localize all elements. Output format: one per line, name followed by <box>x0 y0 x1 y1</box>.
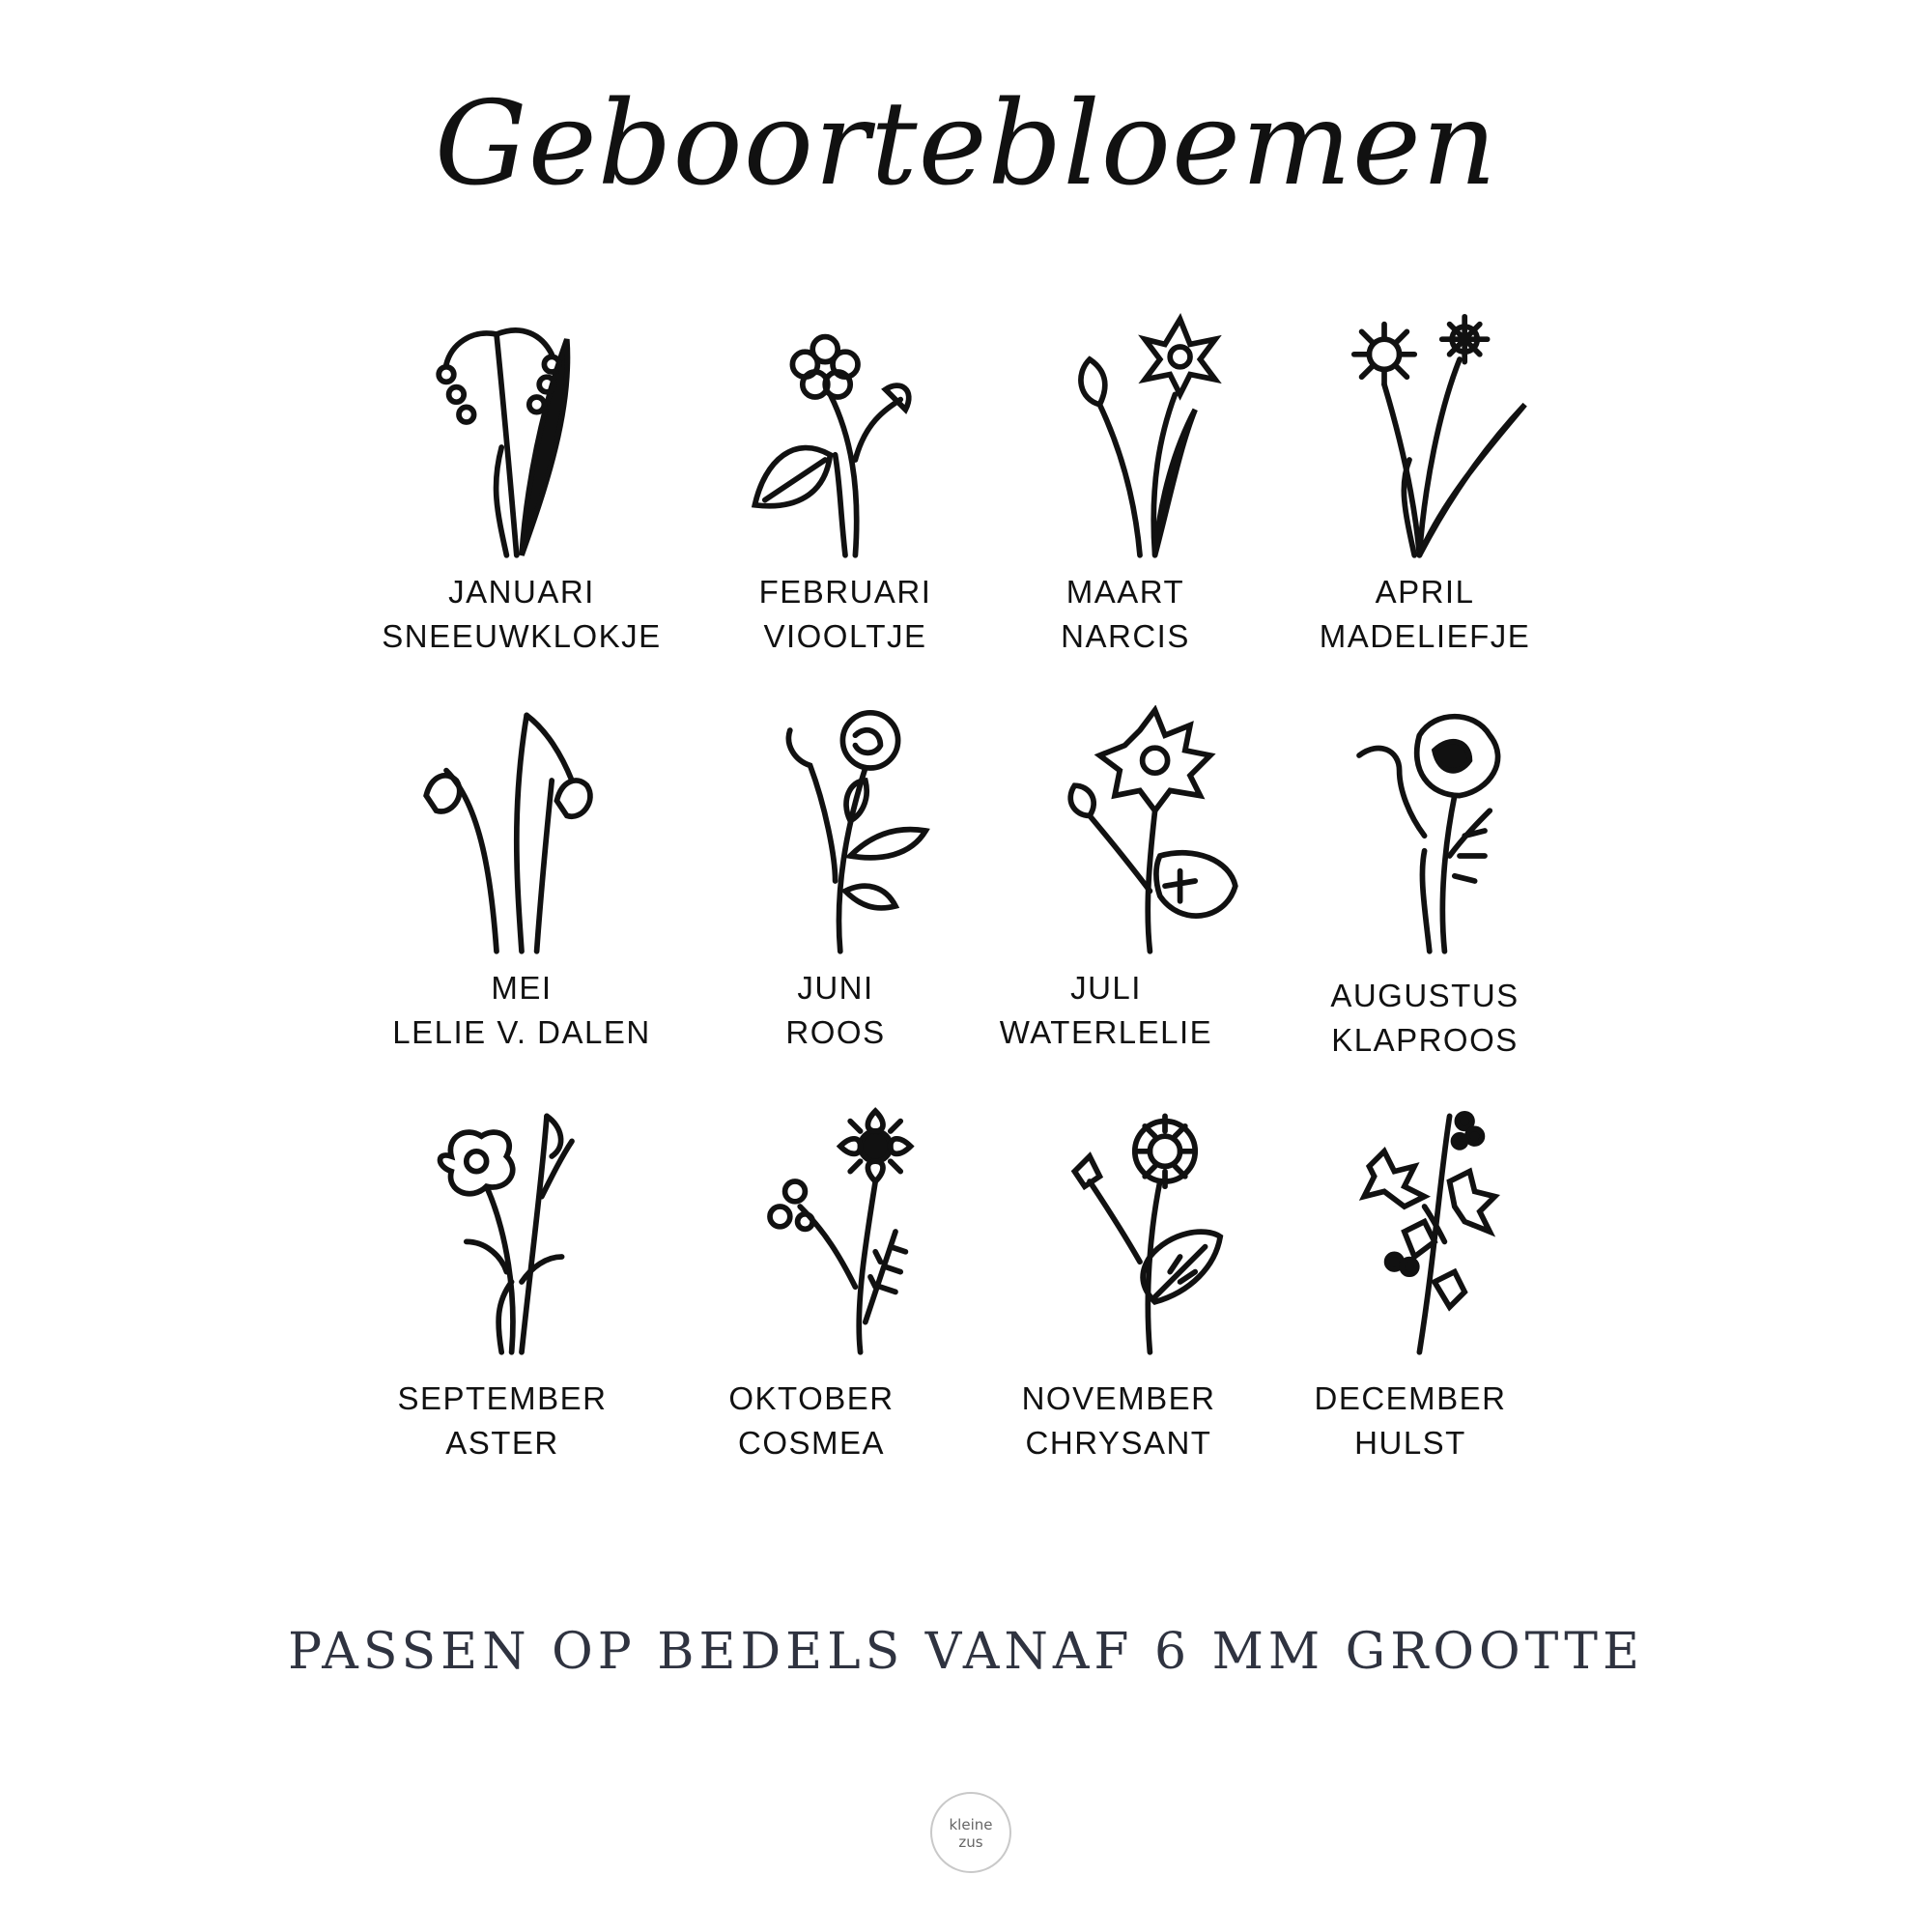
month-label-juni <box>681 966 990 1055</box>
month-label-mei <box>367 966 676 1055</box>
month-label-maart <box>971 570 1280 659</box>
flower-name: ASTER <box>445 1425 559 1461</box>
aster-icon <box>396 1106 647 1357</box>
month-label-januari <box>367 570 676 659</box>
lily-of-the-valley-icon <box>396 309 647 560</box>
daffodil-icon <box>1014 309 1265 560</box>
month-name: MAART <box>1065 574 1185 610</box>
brand-logo <box>930 1792 1011 1873</box>
water-lily-icon <box>1014 705 1265 956</box>
logo-line-2: zus <box>958 1833 983 1851</box>
month-name: JULI <box>1070 970 1142 1006</box>
chrysanthemum-icon <box>1014 1106 1265 1357</box>
month-name: FEBRUARI <box>758 574 932 610</box>
daisy-icon <box>1309 309 1560 560</box>
holly-icon <box>1309 1106 1560 1357</box>
flower-name: HULST <box>1354 1425 1466 1461</box>
month-label-februari <box>691 570 1000 659</box>
flower-name: LELIE V. DALEN <box>392 1014 651 1050</box>
snowdrop-icon <box>396 705 647 956</box>
month-name: MEI <box>491 970 553 1006</box>
month-name: NOVEMBER <box>1021 1380 1216 1416</box>
month-label-augustus <box>1270 974 1579 1063</box>
month-label-september <box>348 1377 657 1465</box>
flower-name: ROOS <box>785 1014 886 1050</box>
flower-name: VIOOLTJE <box>763 618 927 654</box>
month-name: JANUARI <box>448 574 595 610</box>
flower-name: SNEEUWKLOKJE <box>382 618 662 654</box>
page-title: Geboortebloemen <box>434 77 1498 212</box>
footer-note: PASSEN OP BEDELS VANAF 6 MM GROOTTE <box>288 1623 1644 1681</box>
month-label-april <box>1270 570 1579 659</box>
flower-name: KLAPROOS <box>1331 1022 1519 1058</box>
month-name: SEPTEMBER <box>397 1380 608 1416</box>
month-name: JUNI <box>797 970 874 1006</box>
poppy-icon <box>1309 705 1560 956</box>
cosmos-icon <box>720 1106 971 1357</box>
month-label-oktober <box>657 1377 966 1465</box>
month-name: OKTOBER <box>728 1380 895 1416</box>
violet-icon <box>720 309 971 560</box>
flower-name: CHRYSANT <box>1025 1425 1212 1461</box>
month-name: AUGUSTUS <box>1330 978 1520 1013</box>
flower-name: WATERLELIE <box>999 1014 1213 1050</box>
flower-name: NARCIS <box>1061 618 1190 654</box>
rose-icon <box>720 705 971 956</box>
month-name: APRIL <box>1375 574 1475 610</box>
month-label-november <box>964 1377 1273 1465</box>
flower-name: COSMEA <box>737 1425 886 1461</box>
month-label-juli <box>952 966 1261 1055</box>
flower-name: MADELIEFJE <box>1319 618 1531 654</box>
month-label-december <box>1256 1377 1565 1465</box>
month-name: DECEMBER <box>1314 1380 1507 1416</box>
logo-line-1: kleine <box>949 1816 993 1833</box>
